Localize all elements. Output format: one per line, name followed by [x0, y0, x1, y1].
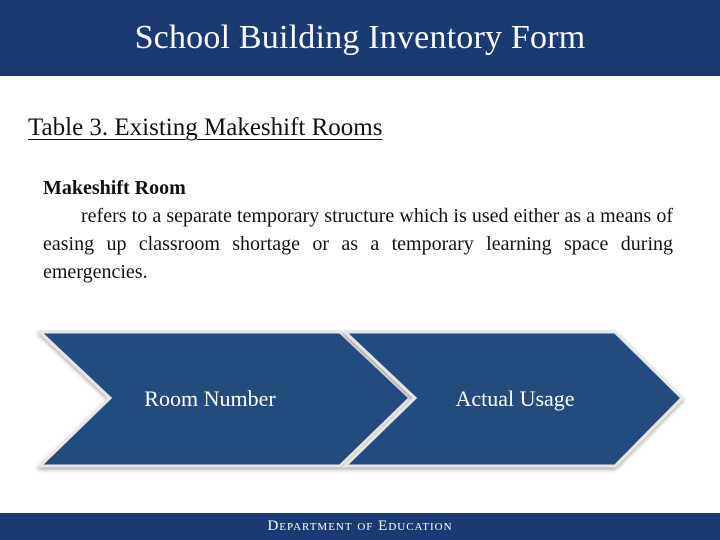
chevron-label-room-number: Room Number: [144, 386, 276, 411]
chevron-label-actual-usage: Actual Usage: [455, 386, 575, 411]
definition-body: refers to a separate temporary structure which is used either as a means of easing up classroom shortage or as a temporary learning space during emergencies.: [43, 205, 673, 283]
page-title: School Building Inventory Form: [134, 19, 586, 56]
title-bar: [0, 0, 720, 76]
definition-term: Makeshift Room: [43, 177, 186, 199]
definition-block: [43, 174, 673, 286]
footer-bar: [0, 513, 720, 540]
footer-logo-text: Department of Education: [267, 518, 453, 534]
section-subtitle: Table 3. Existing Makeshift Rooms: [28, 114, 383, 141]
